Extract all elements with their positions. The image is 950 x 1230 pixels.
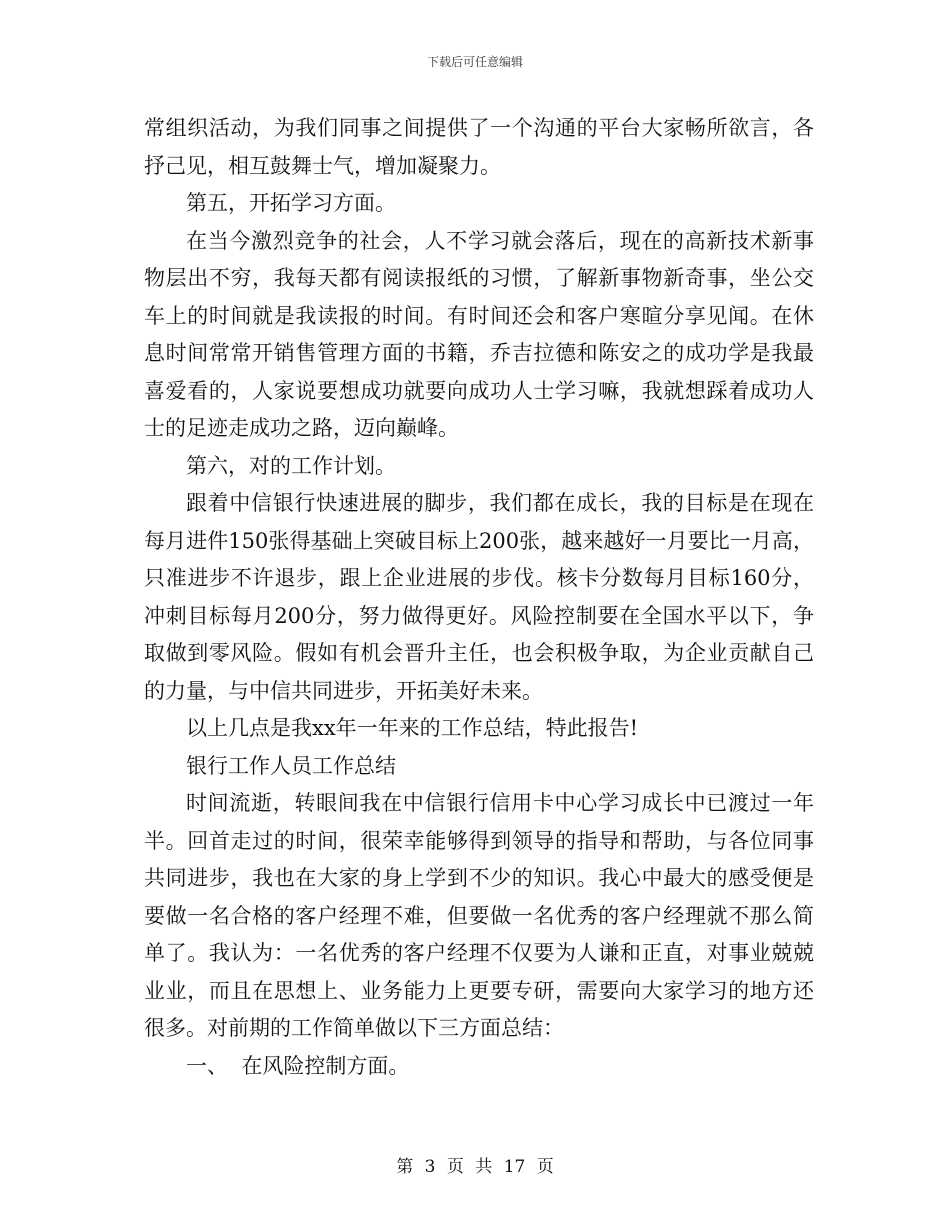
paragraph: 以上几点是我xx年一年来的工作总结，特此报告! (186, 716, 639, 740)
page-number: 第 3 页 共 17 页 (396, 1157, 554, 1177)
section-heading-5: 第五，开拓学习方面。 (186, 191, 396, 215)
page-header-note: 下载后可任意编辑 (426, 55, 523, 69)
section-heading-6: 第六，对的工作计划。 (186, 453, 396, 478)
list-item-heading: 一、 在风险控制方面。 (186, 1053, 410, 1078)
paragraph: 在当今激烈竞争的社会，人不学习就会落后，现在的高新技术新事物层出不穷，我每天都有阅读报纸的习惯，了解新事物新奇事，坐公交车上的时间就是我读报的时间。有时间还会和客户寒暄分享见闻。在休息时间常常开销售管理方面的书籍，乔吉拉德和陈安之的成功学是我最喜爱看的，人家说要想成功就要向成功人士学习嘛，我就想踩着成功人士的足迹走成功之路，迈向巅峰。 (144, 228, 814, 440)
paragraph: 常组织活动，为我们同事之间提供了一个沟通的平台大家畅所欲言，各抒己见，相互鼓舞士气，增加凝聚力。 (144, 116, 814, 178)
paragraph: 跟着中信银行快速进展的脚步，我们都在成长，我的目标是在现在每月进件150张得基础上突破目标上200张，越来越好一月要比一月高，只准进步不许退步，跟上企业进展的步伐。核卡分数每月目标160分，冲刺目标每月200分，努力做得更好。风险控制要在全国水平以下，争取做到零风险。假如有机会晋升主任，也会积极争取，为企业贡献自己的力量，与中信共同进步，开拓美好未来。 (144, 491, 814, 703)
document-body (144, 110, 814, 1085)
document-title: 银行工作人员工作总结 (186, 753, 396, 778)
paragraph: 时间流逝，转眼间我在中信银行信用卡中心学习成长中已渡过一年半。回首走过的时间，很荣幸能够得到领导的指导和帮助，与各位同事共同进步，我也在大家的身上学到不少的知识。我心中最大的感受便是要做一名合格的客户经理不难，但要做一名优秀的客户经理就不那么简单了。我认为：一名优秀的客户经理不仅要为人谦和正直，对事业兢兢业业，而且在思想上、业务能力上更要专研，需要向大家学习的地方还很多。对前期的工作简单做以下三方面总结： (144, 791, 814, 1040)
